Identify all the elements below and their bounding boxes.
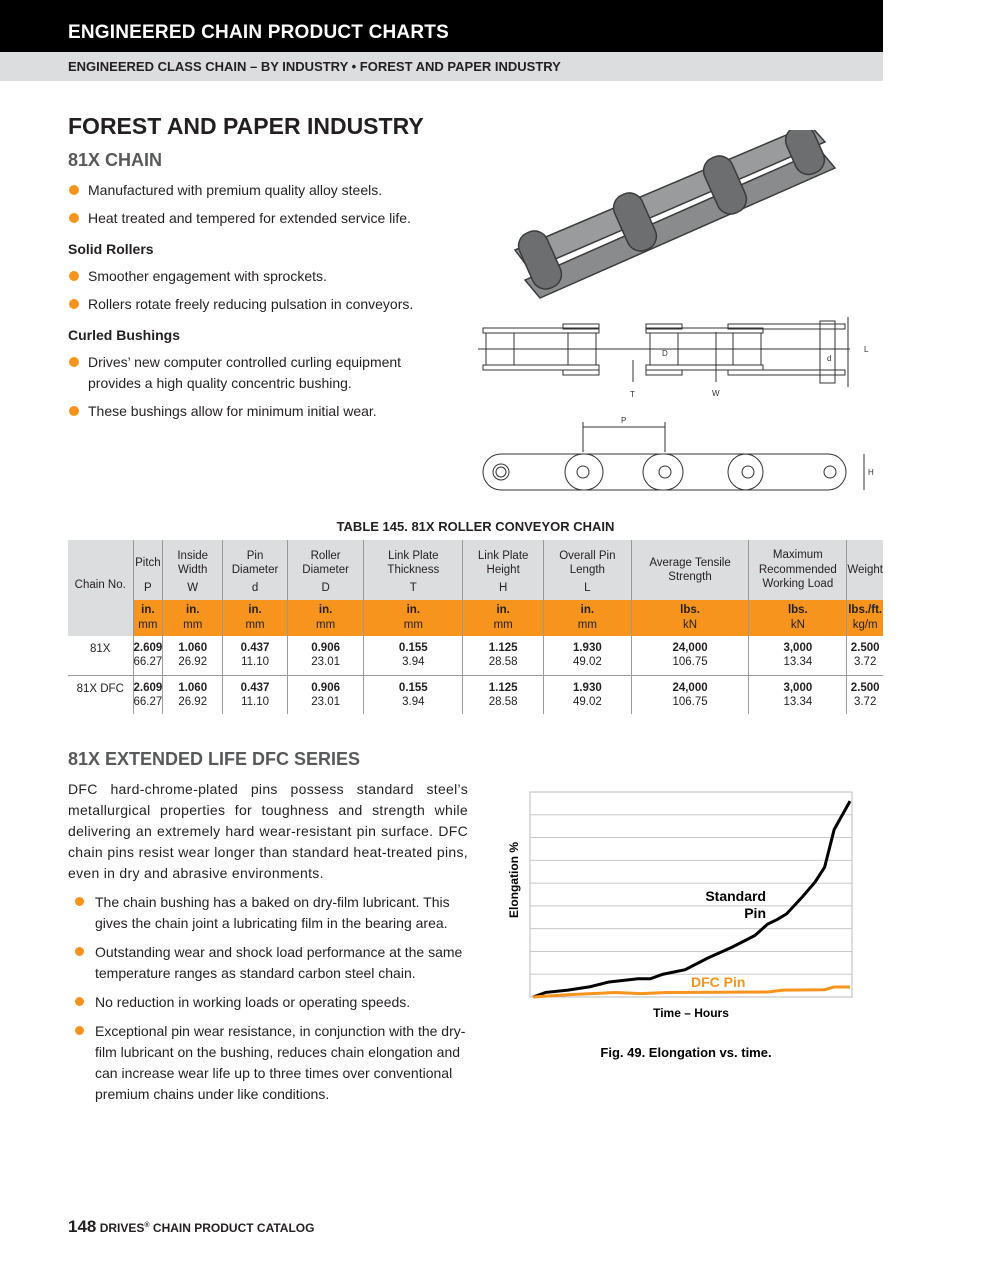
value-cell [163, 675, 223, 714]
column-header-name: Overall Pin Length [559, 549, 616, 576]
unit-imperial: lbs. [787, 604, 808, 616]
section-title: 81X CHAIN [68, 150, 163, 170]
value-imperial: 1.930 [572, 681, 602, 694]
value-metric: 49.02 [572, 656, 602, 669]
unit-metric: mm [138, 619, 158, 631]
label-d: d [827, 354, 832, 363]
series-label-standard: Standard [705, 888, 766, 904]
column-header [287, 540, 363, 600]
unit-metric: mm [183, 619, 203, 631]
subheading: Solid Rollers [68, 241, 154, 257]
unit-imperial: in. [406, 604, 421, 616]
column-symbol: H [499, 582, 508, 594]
value-metric: 3.94 [402, 695, 425, 708]
x-axis-label: Time – Hours [653, 1006, 729, 1020]
value-metric: 11.10 [241, 656, 269, 669]
value-imperial: 1.125 [488, 681, 518, 694]
dfc-paragraph: DFC hard-chrome-plated pins possess standard steel’s metallurgical properties for toughness and strength while delivering an extremely hard wear-resistant pin surface. DFC chain pins resist wear longer than standard heat-treated pins, even in dry and abrasive environments. [68, 781, 468, 881]
column-symbol: W [187, 582, 199, 594]
unit-metric: kN [790, 619, 805, 631]
column-symbol: d [251, 582, 259, 594]
value-cell [223, 675, 288, 714]
chain-photo [510, 130, 840, 310]
section-dfc-series [68, 749, 468, 1113]
chain-dimension-diagram [478, 312, 878, 497]
value-imperial: 24,000 [672, 681, 708, 694]
value-cell [133, 675, 163, 714]
bullet: Rollers rotate freely reducing pulsation in conveyors. [68, 294, 448, 315]
section-title: 81X EXTENDED LIFE DFC SERIES [68, 749, 361, 769]
unit-cell [287, 600, 363, 636]
breadcrumb: ENGINEERED CLASS CHAIN – BY INDUSTRY • FOREST AND PAPER INDUSTRY [0, 52, 883, 81]
value-imperial: 1.125 [488, 642, 518, 655]
value-cell [287, 636, 363, 675]
value-metric: 49.02 [572, 695, 602, 708]
column-header-name: Pitch [135, 556, 161, 569]
value-cell [463, 675, 544, 714]
value-imperial: 2.609 [133, 642, 163, 655]
bullet: Outstanding wear and shock load performance at the same temperature ranges as standard carbon steel chain. [74, 942, 468, 984]
bullet: Manufactured with premium quality alloy steels. [68, 180, 448, 201]
column-header-name: Inside Width [177, 549, 209, 576]
unit-metric: mm [245, 619, 265, 631]
value-metric: 28.58 [488, 656, 518, 669]
figure-caption: Fig. 49. Elongation vs. time. [600, 1045, 772, 1060]
value-imperial: 0.437 [240, 642, 270, 655]
column-header [749, 540, 847, 600]
value-metric: 66.27 [133, 656, 163, 669]
unit-cell [223, 600, 288, 636]
unit-cell [133, 600, 163, 636]
unit-metric: mm [577, 619, 597, 631]
unit-imperial: in. [186, 604, 200, 616]
section-81x-chain [68, 150, 448, 429]
unit-imperial: in. [496, 604, 510, 616]
chain-no-header: Chain No. [68, 540, 133, 636]
value-metric: 106.75 [672, 656, 708, 669]
table-title: TABLE 145. 81X ROLLER CONVEYOR CHAIN [336, 519, 615, 534]
value-imperial: 24,000 [672, 642, 708, 655]
unit-metric: kN [683, 619, 698, 631]
unit-cell [847, 600, 883, 636]
value-imperial: 2.500 [850, 642, 880, 655]
value-metric: 3.94 [402, 656, 425, 669]
value-cell [544, 675, 632, 714]
label-T: T [630, 390, 635, 399]
bullet: Heat treated and tempered for extended service life. [68, 208, 448, 229]
elongation-chart [500, 785, 870, 1075]
unit-imperial: in. [580, 604, 595, 616]
label-W: W [712, 389, 720, 398]
column-header-name: Average Tensile Strength [649, 556, 731, 583]
column-header-name: Link Plate Height [477, 549, 529, 576]
series-line-standard-pin [533, 801, 850, 997]
value-cell [631, 675, 749, 714]
value-cell [223, 636, 288, 675]
registered-mark: ® [144, 1222, 150, 1229]
value-metric: 3.72 [853, 695, 877, 708]
column-header [223, 540, 288, 600]
unit-metric: kg/m [852, 619, 878, 631]
unit-metric: mm [316, 619, 336, 631]
value-metric: 13.34 [783, 695, 813, 708]
spec-table [68, 540, 883, 714]
column-symbol: D [321, 582, 330, 594]
value-metric: 26.92 [178, 695, 208, 708]
value-imperial: 2.609 [133, 681, 163, 694]
value-cell [847, 675, 883, 714]
label-P: P [621, 416, 627, 425]
value-imperial: 1.060 [178, 642, 208, 655]
column-header [163, 540, 223, 600]
value-cell [749, 636, 847, 675]
footer-text: CHAIN PRODUCT CATALOG [149, 1221, 315, 1235]
bullet: No reduction in working loads or operating speeds. [74, 992, 468, 1013]
value-imperial: 0.155 [398, 681, 428, 694]
column-symbol: P [144, 582, 152, 594]
page-number: 148 [68, 1217, 97, 1236]
unit-metric: mm [493, 619, 513, 631]
label-L: L [864, 345, 869, 354]
column-header [631, 540, 749, 600]
table-row [68, 675, 883, 714]
unit-metric: mm [403, 619, 423, 631]
value-imperial: 0.906 [311, 642, 340, 655]
label-H: H [868, 468, 874, 477]
label-D: D [662, 349, 668, 358]
value-metric: 26.92 [178, 656, 208, 669]
value-cell [631, 636, 749, 675]
column-header [847, 540, 883, 600]
value-metric: 66.27 [133, 695, 163, 708]
value-metric: 28.58 [488, 695, 518, 708]
chain-no: 81X DFC [68, 675, 133, 714]
footer [68, 1217, 314, 1237]
value-imperial: 3,000 [783, 642, 813, 655]
value-imperial: 0.437 [240, 681, 270, 694]
series-label-dfc: DFC Pin [691, 974, 746, 990]
y-axis-label: Elongation % [507, 842, 521, 918]
unit-imperial: in. [248, 604, 262, 616]
column-header-name: Link Plate Thickness [387, 549, 440, 576]
unit-imperial: in. [318, 604, 333, 616]
unit-imperial: in. [141, 604, 155, 616]
bullet: These bushings allow for minimum initial wear. [68, 401, 448, 422]
column-header-name: Pin Diameter [231, 549, 279, 576]
column-header [544, 540, 632, 600]
value-imperial: 0.155 [398, 642, 428, 655]
bullet: The chain bushing has a baked on dry-film lubricant. This gives the chain joint a lubricating film in the bearing area. [74, 892, 468, 934]
column-symbol: L [584, 582, 591, 594]
bullet: Smoother engagement with sprockets. [68, 266, 448, 287]
value-imperial: 0.906 [311, 681, 340, 694]
value-metric: 23.01 [311, 695, 340, 708]
value-metric: 106.75 [672, 695, 708, 708]
value-cell [749, 675, 847, 714]
column-header [364, 540, 463, 600]
unit-cell [749, 600, 847, 636]
subheading: Curled Bushings [68, 327, 181, 343]
unit-imperial: lbs./ft. [848, 604, 883, 616]
value-metric: 11.10 [241, 695, 269, 708]
unit-cell [163, 600, 223, 636]
value-cell [287, 675, 363, 714]
page-title: FOREST AND PAPER INDUSTRY [68, 113, 424, 139]
value-imperial: 1.930 [572, 642, 602, 655]
header-title: ENGINEERED CHAIN PRODUCT CHARTS [0, 0, 883, 52]
value-metric: 3.72 [853, 656, 877, 669]
value-metric: 23.01 [311, 656, 340, 669]
chain-no: 81X [68, 636, 133, 675]
value-cell [544, 636, 632, 675]
value-cell [133, 636, 163, 675]
unit-cell [463, 600, 544, 636]
value-cell [364, 675, 463, 714]
unit-cell [631, 600, 749, 636]
footer-brand: DRIVES [99, 1221, 145, 1235]
unit-cell [544, 600, 632, 636]
bullet: Drives’ new computer controlled curling equipment provides a high quality concentric bushing. [68, 352, 428, 394]
value-imperial: 3,000 [783, 681, 813, 694]
value-cell [163, 636, 223, 675]
bullet: Exceptional pin wear resistance, in conjunction with the dry-film lubricant on the bushing, reduces chain elongation and can increase wear life up to three times over conventional premium chains under like conditions. [74, 1021, 468, 1105]
value-imperial: 1.060 [178, 681, 208, 694]
value-cell [364, 636, 463, 675]
column-header-name: Roller Diameter [302, 549, 349, 576]
value-cell [463, 636, 544, 675]
column-header [463, 540, 544, 600]
column-header [133, 540, 163, 600]
unit-cell [364, 600, 463, 636]
value-cell [847, 636, 883, 675]
series-label-standard: Pin [744, 905, 766, 921]
table-row [68, 636, 883, 675]
column-header-name: Maximum Recommended Working Load [758, 549, 837, 591]
value-imperial: 2.500 [850, 681, 880, 694]
column-header-name: Weight [847, 563, 883, 576]
unit-imperial: lbs. [680, 604, 700, 616]
column-symbol: T [409, 582, 417, 594]
value-metric: 13.34 [783, 656, 813, 669]
